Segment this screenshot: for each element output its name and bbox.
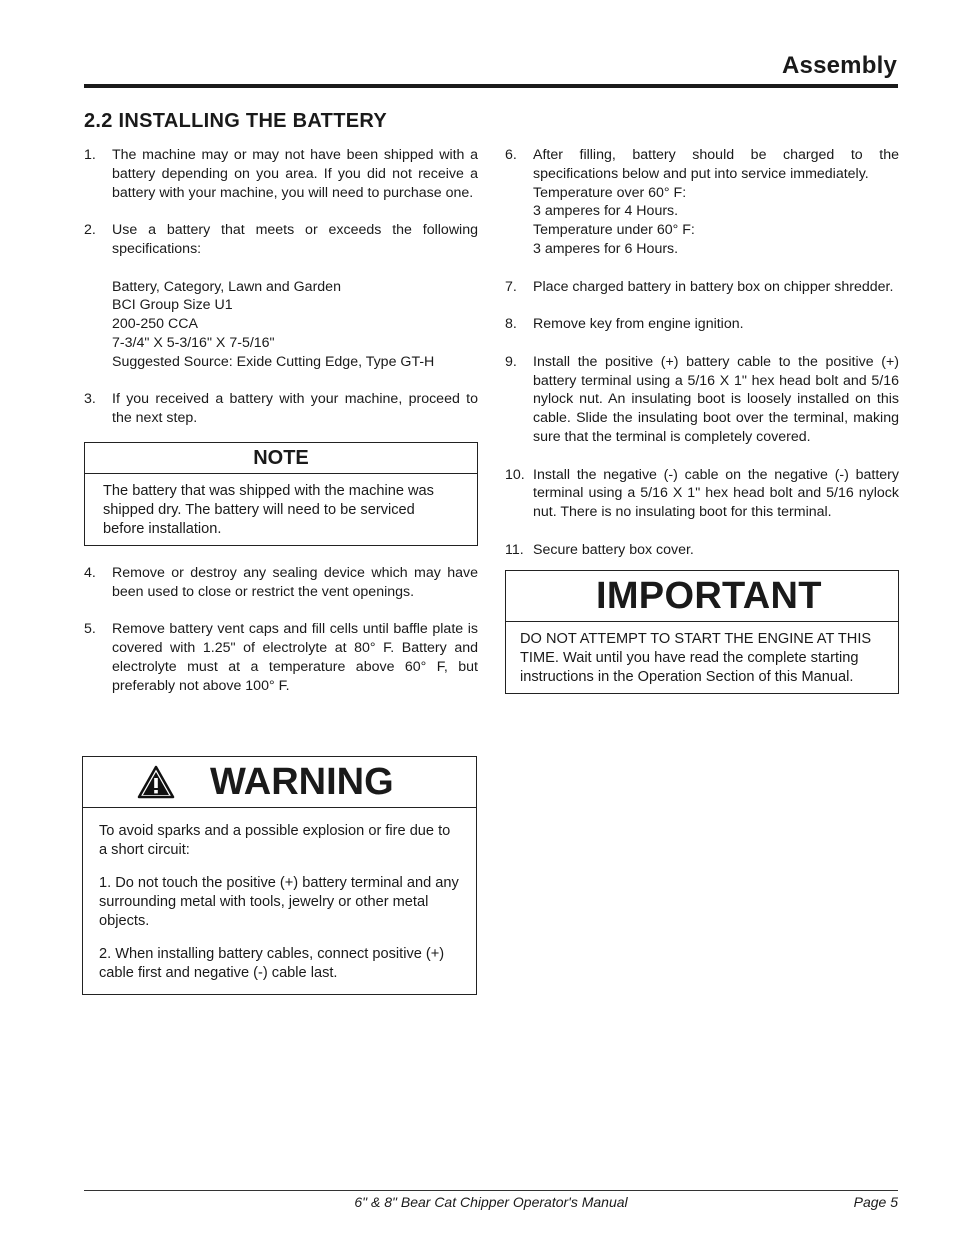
step-item <box>505 146 899 259</box>
step-text: Remove or destroy any sealing device which may have been used to close or restrict the vent openings. <box>112 564 478 600</box>
step-number: 8. <box>505 316 517 333</box>
important-body: DO NOT ATTEMPT TO START THE ENGINE AT THIS TIME. Wait until you have read the complete starting instructions in the Operation Section of this Manual. <box>520 630 872 685</box>
step-item <box>84 221 478 259</box>
step-number: 7. <box>505 278 517 295</box>
step-text: Install the negative (-) cable on the negative (-) battery terminal using a 5/16 X 1" hex head bolt and 5/16 nylock nut. There is no insulating boot for this terminal. <box>533 466 899 521</box>
footer-title: 6" & 8" Bear Cat Chipper Operator's Manual <box>354 1194 628 1210</box>
step-item <box>84 146 478 202</box>
step-item <box>505 278 899 297</box>
battery-spec-list <box>112 278 478 372</box>
right-column <box>505 146 899 694</box>
step-item <box>505 466 899 522</box>
charge-spec-line: Temperature over 60° F: <box>533 184 687 201</box>
step-item <box>84 620 478 695</box>
warning-title: WARNING <box>210 761 394 803</box>
step-item <box>505 541 899 560</box>
step-number: 4. <box>84 564 96 581</box>
step-number: 2. <box>84 222 96 239</box>
step-text-main: After filling, battery should be charged to the specifications below and put into service immediately. <box>533 147 899 182</box>
step-text: If you received a battery with your machine, proceed to the next step. <box>112 391 478 427</box>
battery-spec-line: BCI Group Size U1 <box>112 297 233 314</box>
section-title: 2.2 INSTALLING THE BATTERY <box>84 110 387 132</box>
step-text: Remove key from engine ignition. <box>533 316 744 333</box>
note-title: NOTE <box>85 443 477 474</box>
warning-box <box>82 756 477 995</box>
step-text: Secure battery box cover. <box>533 541 694 558</box>
step-number: 5. <box>84 621 96 638</box>
step-number: 11. <box>505 541 524 558</box>
step-text <box>533 146 899 259</box>
step-number: 10. <box>505 466 525 483</box>
battery-spec-line: Battery, Category, Lawn and Garden <box>112 278 341 295</box>
step-text: The machine may or may not have been shipped with a battery depending on you area. If you did not receive a battery with your machine, you will need to purchase one. <box>112 147 478 201</box>
warning-point: 2. When installing battery cables, connect positive (+) cable first and negative (-) cable last. <box>99 946 445 981</box>
step-number: 1. <box>84 147 96 163</box>
battery-spec-line: 7-3/4" X 5-3/16" X 7-5/16" <box>112 334 275 351</box>
step-text: Remove battery vent caps and fill cells until baffle plate is covered with 1.25" of electrolyte at 80° F. Battery and electrolyte must at a temperature above 60° F, but preferably not above 100° F. <box>112 621 478 694</box>
battery-spec-line: Suggested Source: Exide Cutting Edge, Type GT-H <box>112 353 435 370</box>
warning-point: 1. Do not touch the positive (+) battery terminal and any surrounding metal with tools, jewelry or other metal objects. <box>99 875 459 929</box>
page-number: Page 5 <box>853 1194 898 1210</box>
step-number: 9. <box>505 353 517 370</box>
section-header: Assembly <box>782 52 897 79</box>
warning-intro: To avoid sparks and a possible explosion or fire due to a short circuit: <box>99 823 451 858</box>
important-box <box>505 570 899 694</box>
warning-triangle-icon <box>137 765 175 799</box>
battery-spec-line: 200-250 CCA <box>112 316 198 333</box>
footer-rule <box>84 1190 898 1191</box>
step-number: 6. <box>505 147 517 163</box>
step-item <box>505 353 899 447</box>
important-title: IMPORTANT <box>506 571 898 622</box>
charge-spec-line: Temperature under 60° F: <box>533 222 695 239</box>
step-text: Install the positive (+) battery cable to the positive (+) battery terminal using a 5/16 X 1" hex head bolt and 5/16 nylock nut. An insulating boot is loosely installed on this cable. Slide the insulating boot over the terminal, making sure that the terminal is completely covered. <box>533 353 899 445</box>
step-item <box>84 564 478 602</box>
warning-header <box>83 757 476 808</box>
warning-body <box>83 808 476 983</box>
step-item <box>84 390 478 428</box>
step-number: 3. <box>84 391 96 408</box>
note-box <box>84 442 478 546</box>
left-column <box>84 146 478 714</box>
charge-spec-line: 3 amperes for 4 Hours. <box>533 203 679 220</box>
step-item <box>505 315 899 334</box>
charge-spec-line: 3 amperes for 6 Hours. <box>533 240 679 257</box>
step-text: Place charged battery in battery box on chipper shredder. <box>533 278 894 295</box>
note-body: The battery that was shipped with the machine was shipped dry. The battery will need to be serviced before installation. <box>103 482 434 537</box>
step-text: Use a battery that meets or exceeds the following specifications: <box>112 222 478 257</box>
header-rule <box>84 84 898 88</box>
